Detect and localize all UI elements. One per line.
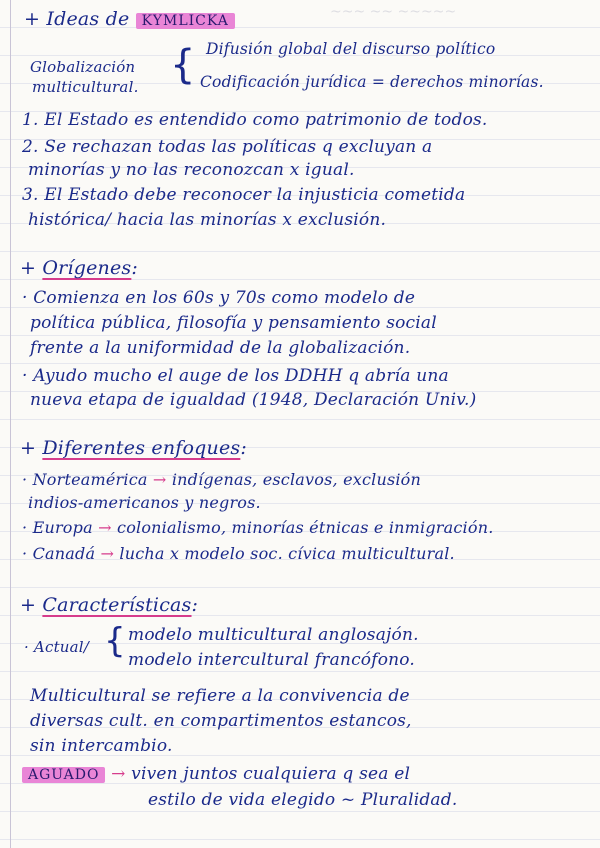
idea-item-cont: minorías y no las reconozcan x igual.	[28, 160, 355, 180]
aguado-highlight: AGUADO	[22, 767, 105, 783]
idea-item-cont: histórica/ hacia las minorías x exclusión.	[28, 210, 387, 230]
idea-item: 2. Se rechazan todas las políticas q excluyan a	[22, 137, 433, 157]
globalization-label-2: multicultural.	[32, 78, 139, 96]
origin-point-cont: política pública, filosofía y pensamiento social	[30, 313, 437, 333]
brace: {	[104, 621, 126, 661]
origin-point-cont: nueva etapa de igualdad (1948, Declaración Univ.)	[30, 390, 477, 410]
author-highlight: KYMLICKA	[136, 13, 235, 29]
definition-line: diversas cult. en compartimentos estancos,	[30, 711, 412, 731]
branch-item: Difusión global del discurso político	[206, 40, 496, 58]
aguado-line: AGUADO → viven juntos cualquiera q sea el	[22, 764, 410, 784]
origin-point: · Comienza en los 60s y 70s como modelo de	[22, 288, 416, 308]
approach-item: · Europa → colonialismo, minorías étnicas e inmigración.	[22, 518, 494, 537]
margin-line	[10, 0, 11, 848]
origin-point-cont: frente a la uniformidad de la globalización.	[30, 338, 411, 358]
definition-line: sin intercambio.	[30, 736, 173, 756]
approach-item-cont: indios-americanos y negros.	[28, 493, 261, 512]
arrow-icon: →	[152, 470, 167, 489]
definition-line: Multicultural se refiere a la convivencia de	[30, 686, 410, 706]
model-item: modelo intercultural francófono.	[128, 650, 416, 670]
approach-item: · Norteamérica → indígenas, esclavos, exclusión	[22, 470, 422, 489]
bleed-through: ~~~ ~~ ~~~~~	[330, 4, 457, 20]
arrow-icon: →	[111, 764, 126, 784]
brace: {	[170, 42, 196, 88]
section-heading-origins: + Orígenes:	[20, 257, 138, 279]
origin-point: · Ayudo mucho el auge de los DDHH q abría una	[22, 366, 449, 386]
globalization-label: Globalización	[30, 58, 136, 76]
idea-item: 3. El Estado debe reconocer la injusticia cometida	[22, 185, 466, 205]
approach-item: · Canadá → lucha x modelo soc. cívica multicultural.	[22, 544, 455, 563]
section-heading-characteristics: + Características:	[20, 594, 199, 616]
aguado-line-cont: estilo de vida elegido ~ Pluralidad.	[148, 790, 458, 810]
arrow-icon: →	[100, 544, 115, 563]
model-item: modelo multicultural anglosajón.	[128, 625, 419, 645]
current-label: · Actual/	[24, 638, 90, 656]
page-title: + Ideas de KYMLICKA	[24, 8, 235, 30]
arrow-icon: →	[98, 518, 112, 537]
idea-item: 1. El Estado es entendido como patrimonio de todos.	[22, 110, 488, 130]
section-heading-approaches: + Diferentes enfoques:	[20, 437, 247, 459]
branch-item: Codificación jurídica = derechos minorías.	[200, 73, 544, 91]
